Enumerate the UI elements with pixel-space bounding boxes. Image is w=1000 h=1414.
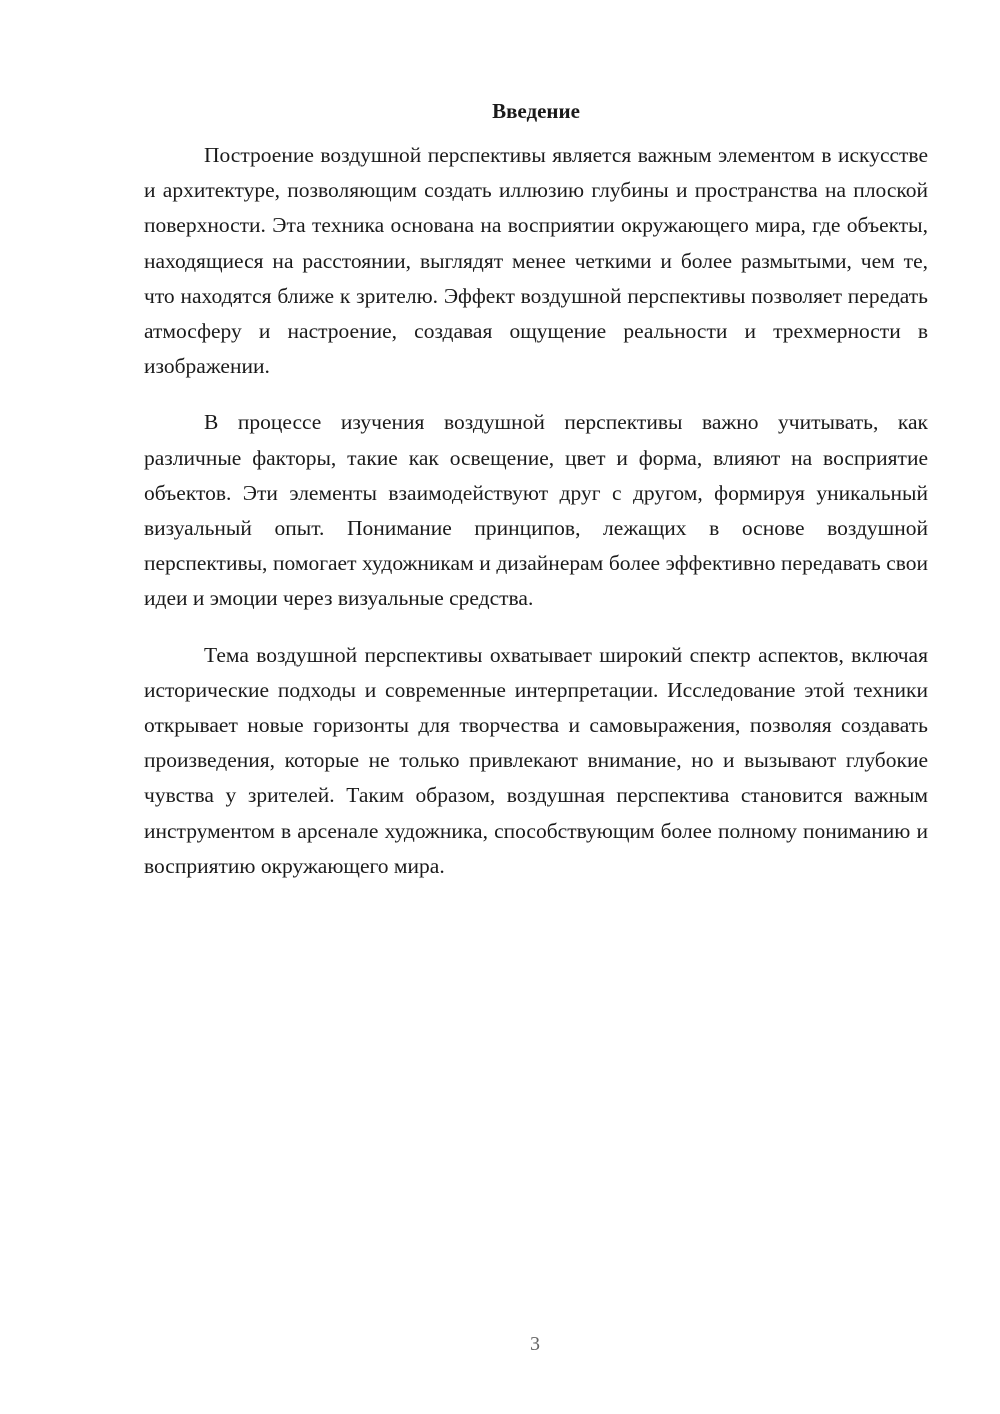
page-content xyxy=(144,96,928,905)
paragraph-2: В процессе изучения воздушной перспективы важно учитывать, как различные факторы, такие как освещение, цвет и форма, влияют на восприятие объектов. Эти элементы взаимодействуют друг с другом, формируя уникальный визуальный опыт. Понимание принципов, лежащих в основе воздушной перспективы, помогает художникам и дизайнерам более эффективно передавать свои идеи и эмоции через визуальные средства. xyxy=(144,410,928,611)
paragraph-3: Тема воздушной перспективы охватывает широкий спектр аспектов, включая исторические подходы и современные интерпретации. Исследование этой техники открывает новые горизонты для творчества и самовыражения, позволяя создавать произведения, которые не только привлекают внимание, но и вызывают глубокие чувства у зрителей. Таким образом, воздушная перспектива становится важным инструментом в арсенале художника, способствующим более полному пониманию и восприятию окружающего мира. xyxy=(144,642,928,878)
page-number: 3 xyxy=(530,1333,540,1355)
section-title: Введение xyxy=(492,99,580,123)
paragraph-1: Построение воздушной перспективы является важным элементом в искусстве и архитектуре, позволяющим создать иллюзию глубины и пространства на плоской поверхности. Эта техника основана на восприятии окружающего мира, где объекты, находящиеся на расстоянии, выглядят менее четкими и более размытыми, чем те, что находятся ближе к зрителю. Эффект воздушной перспективы позволяет передать атмосферу и настроение, создавая ощущение реальности и трехмерности в изображении. xyxy=(144,143,928,379)
